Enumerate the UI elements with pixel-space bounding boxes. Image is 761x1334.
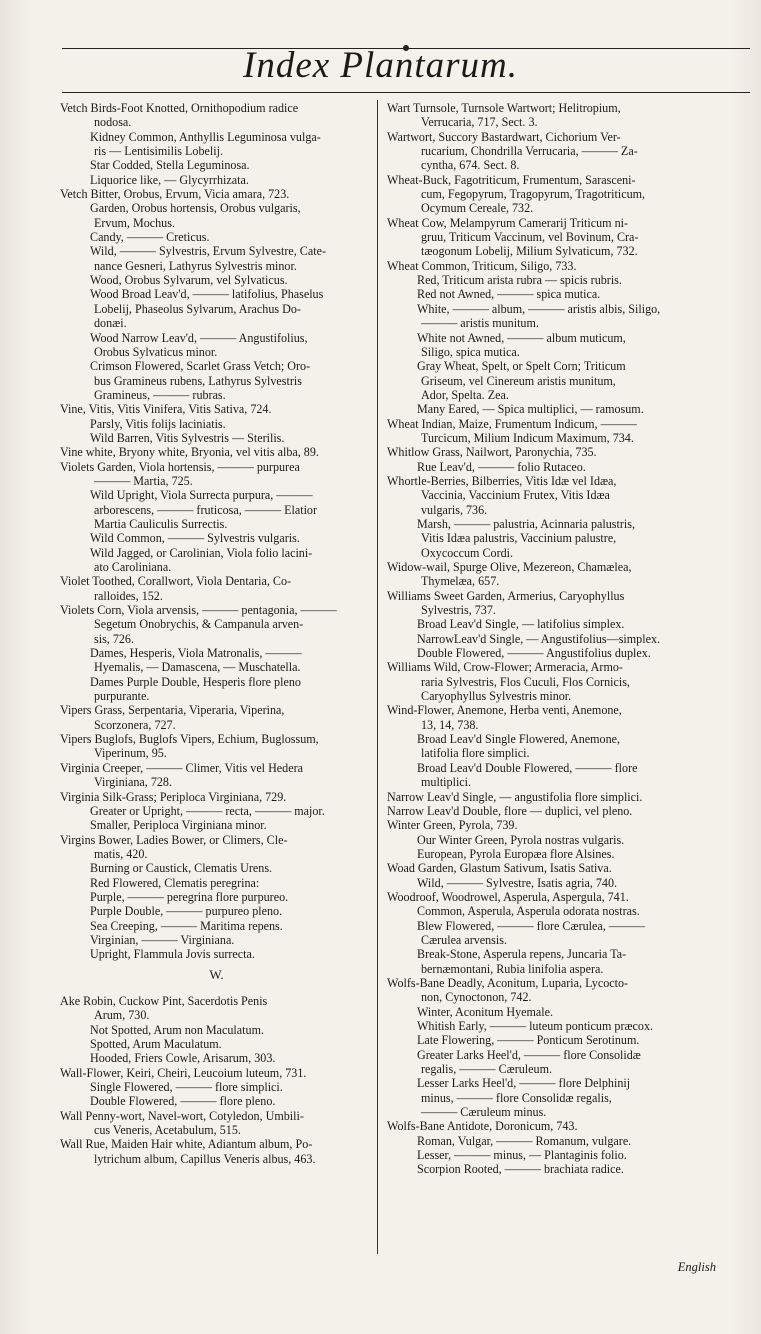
index-line: raria Sylvestris, Flos Cuculi, Flos Cornicis,: [421, 674, 630, 689]
index-line: Viperinum, 95.: [94, 746, 167, 761]
index-line: bus Gramineus rubens, Lathyrus Sylvestris: [94, 373, 302, 388]
index-line: Woodroof, Woodrowel, Asperula, Aspergula, 741.: [387, 889, 629, 904]
index-line: nance Gesneri, Lathyrus Sylvestris minor.: [94, 258, 297, 273]
index-line: Smaller, Periploca Virginiana minor.: [90, 818, 267, 833]
index-line: 13, 14, 738.: [421, 717, 479, 732]
index-line: Orobus Sylvaticus minor.: [94, 344, 218, 359]
index-line: Wood, Orobus Sylvarum, vel Sylvaticus.: [90, 273, 288, 288]
index-line: cum, Fegopyrum, Tragopyrum, Tragotriticum,: [421, 187, 646, 202]
index-line: Violets Garden, Viola hortensis, ——— purpurea: [60, 459, 300, 474]
index-line: Narrow Leav'd Single, — angustifolia flore simplici.: [387, 789, 643, 804]
index-line: Wild, ——— Sylvestris, Ervum Sylvestre, Cate-: [90, 244, 326, 259]
index-line: Vine, Vitis, Vitis Vinifera, Vitis Sativa, 724.: [60, 402, 272, 417]
index-line: Wood Narrow Leav'd, ——— Angustifolius,: [90, 330, 308, 345]
index-line: Vipers Grass, Serpentaria, Viperaria, Viperina,: [60, 703, 285, 718]
index-line: ato Caroliniana.: [94, 560, 172, 574]
index-line: cyntha, 674. Sect. 8.: [421, 158, 520, 173]
index-line: Wood Broad Leav'd, ——— latifolius, Phaselus: [90, 287, 324, 302]
index-line: arborescens, ——— fruticosa, ——— Elatior: [94, 502, 318, 517]
index-line: Wall-Flower, Keiri, Cheiri, Leucoium luteum, 731.: [60, 1065, 307, 1080]
index-line: Ake Robin, Cuckow Pint, Sacerdotis Penis: [60, 993, 268, 1008]
index-line: Blew Flowered, ——— flore Cærulea, ———: [417, 918, 646, 933]
index-line: Purple, ——— peregrina flore purpureo.: [90, 889, 289, 904]
index-line: gruu, Triticum Vaccinum, vel Bovinum, Cra-: [421, 230, 639, 245]
index-line: Wild, ——— Sylvestre, Isatis agria, 740.: [417, 875, 618, 890]
index-line: Wild Barren, Vitis Sylvestris — Sterilis.: [90, 430, 285, 445]
index-line: nodosa.: [94, 115, 132, 130]
index-line: Ervum, Mochus.: [94, 215, 175, 230]
index-line: Virginian, ——— Virginiana.: [90, 932, 235, 947]
index-line: Ocymum Cereale, 732.: [421, 201, 534, 216]
index-line: Virginia Creeper, ——— Climer, Vitis vel Hedera: [60, 760, 303, 775]
index-line: Hooded, Friers Cowle, Arisarum, 303.: [90, 1051, 276, 1066]
catchword: English: [677, 1260, 716, 1274]
index-line: Double Flowered, ——— flore pleno.: [90, 1094, 276, 1109]
index-line: Vine white, Bryony white, Bryonia, vel vitis alba, 89.: [60, 445, 319, 460]
index-line: W.: [209, 966, 224, 982]
index-line: Virginiana, 728.: [94, 775, 172, 790]
index-line: Vipers Buglofs, Buglofs Vipers, Echium, Buglossum,: [60, 732, 319, 747]
index-line: White not Awned, ——— album muticum,: [417, 330, 626, 345]
index-line: Parsly, Vitis folijs laciniatis.: [90, 416, 226, 431]
index-line: Wheat-Buck, Fagotriticum, Frumentum, Sarasceni-: [387, 172, 636, 187]
index-line: Hyemalis, — Damascena, — Muschatella.: [94, 660, 301, 675]
index-line: lytrichum album, Capillus Veneris albus, 463.: [94, 1151, 316, 1166]
index-line: Wild Jagged, or Carolinian, Viola folio lacini-: [90, 545, 313, 560]
index-line: Not Spotted, Arum non Maculatum.: [90, 1022, 265, 1037]
index-line: non, Cynoctonon, 742.: [421, 990, 532, 1005]
index-line: Narrow Leav'd Double, flore — duplici, vel pleno.: [387, 803, 633, 818]
index-line: Gramineus, ——— rubras.: [94, 387, 226, 402]
index-line: Martia Cauliculis Surrectis.: [94, 516, 228, 531]
index-line: Turcicum, Milium Indicum Maximum, 734.: [421, 430, 634, 445]
index-line: NarrowLeav'd Single, — Angustifolius—simplex.: [417, 631, 661, 646]
index-line: Lobelij, Phaseolus Sylvarum, Arachus Do-: [94, 301, 301, 316]
index-line: Whitish Early, ——— luteum ponticum præcox.: [417, 1019, 654, 1033]
index-line: Winter Green, Pyrola, 739.: [387, 818, 518, 833]
index-line: regalis, ——— Cæruleum.: [421, 1062, 552, 1077]
index-line: ——— aristis munitum.: [421, 316, 539, 331]
page-title: Index Plantarum.: [243, 45, 518, 86]
left-column: [60, 101, 373, 1166]
index-line: Red, Triticum arista rubra — spicis rubris.: [417, 273, 622, 288]
index-line: Upright, Flammula Jovis surrecta.: [90, 947, 255, 962]
index-line: Greater Larks Heel'd, ——— flore Consolidæ: [417, 1047, 641, 1062]
index-line: Marsh, ——— palustria, Acinnaria palustris,: [417, 516, 635, 531]
index-line: cus Veneris, Acetabulum, 515.: [94, 1123, 241, 1138]
index-line: Whitlow Grass, Nailwort, Paronychia, 735.: [387, 445, 597, 460]
index-line: ralloides, 152.: [94, 588, 163, 603]
index-line: Violets Corn, Viola arvensis, ——— pentagonia, ———: [60, 603, 337, 618]
index-line: Red not Awned, ——— spica mutica.: [417, 287, 601, 302]
index-line: Sylvestris, 737.: [421, 603, 496, 618]
index-line: Scorpion Rooted, ——— brachiata radice.: [417, 1162, 624, 1177]
index-line: Vetch Birds-Foot Knotted, Ornithopodium radice: [60, 101, 299, 115]
index-line: Wart Turnsole, Turnsole Wartwort; Helitropium,: [387, 101, 621, 115]
index-line: Wall Penny-wort, Navel-wort, Cotyledon, Umbili-: [60, 1108, 304, 1123]
index-line: Cærulea arvensis.: [421, 932, 507, 947]
index-line: ——— Cæruleum minus.: [421, 1105, 547, 1120]
index-line: Kidney Common, Anthyllis Leguminosa vulga-: [90, 129, 321, 144]
index-line: Late Flowering, ——— Ponticum Serotinum.: [417, 1033, 640, 1048]
index-line: Wall Rue, Maiden Hair white, Adiantum album, Po-: [60, 1137, 313, 1152]
index-line: Common, Asperula, Asperula odorata nostras.: [417, 904, 640, 919]
index-line: Broad Leav'd Double Flowered, ——— flore: [417, 760, 638, 775]
index-line: ris — Lentisimilis Lobelij.: [94, 144, 223, 159]
index-line: Burning or Caustick, Clematis Urens.: [90, 861, 273, 876]
index-line: Wheat Common, Triticum, Siligo, 733.: [387, 258, 577, 273]
index-line: sis, 726.: [94, 631, 134, 646]
index-line: Wild Upright, Viola Surrecta purpura, ———: [90, 488, 313, 503]
index-line: matis, 420.: [94, 846, 148, 861]
index-line: multiplici.: [421, 775, 472, 790]
index-line: Rue Leav'd, ——— folio Rutaceo.: [417, 459, 586, 474]
index-line: Spotted, Arum Maculatum.: [90, 1037, 222, 1051]
index-line: Verrucaria, 717, Sect. 3.: [421, 115, 538, 130]
index-line: Vaccinia, Vaccinium Frutex, Vitis Idæa: [421, 488, 610, 503]
index-line: latifolia flore simplici.: [421, 746, 530, 761]
index-line: Wheat Cow, Melampyrum Camerarij Triticum ni-: [387, 215, 629, 230]
index-line: Williams Sweet Garden, Armerius, Caryophyllus: [387, 588, 625, 603]
index-line: Williams Wild, Crow-Flower; Armeracia, Armo-: [387, 660, 623, 675]
index-line: vulgaris, 736.: [421, 502, 488, 517]
index-line: Virgins Bower, Ladies Bower, or Climers, Cle-: [60, 832, 288, 847]
index-line: Gray Wheat, Spelt, or Spelt Corn; Triticum: [417, 359, 626, 374]
index-line: Roman, Vulgar, ——— Romanum, vulgare.: [417, 1133, 632, 1148]
index-line: Oxycoccum Cordi.: [421, 545, 514, 560]
index-line: purpurante.: [94, 689, 150, 704]
index-line: rucarium, Chondrilla Verrucaria, ——— Za-: [421, 144, 638, 159]
index-line: Arum, 730.: [94, 1008, 150, 1023]
index-line: Segetum Onobrychis, & Campanula arven-: [94, 617, 304, 632]
index-line: Greater or Upright, ——— recta, ——— major.: [90, 803, 325, 818]
index-line: Candy, ——— Creticus.: [90, 230, 210, 245]
index-line: Wheat Indian, Maize, Frumentum Indicum, ———: [387, 416, 637, 431]
index-line: Dames Purple Double, Hesperis flore pleno: [90, 674, 301, 689]
index-line: Our Winter Green, Pyrola nostras vulgaris.: [417, 832, 625, 847]
index-line: minus, ——— flore Consolidæ regalis,: [421, 1090, 612, 1105]
index-line: Virginia Silk-Grass; Periploca Virginiana, 729.: [60, 789, 287, 804]
index-line: Winter, Aconitum Hyemale.: [417, 1004, 554, 1019]
right-column: [387, 101, 702, 1177]
index-line: Crimson Flowered, Scarlet Grass Vetch; Oro-: [90, 359, 311, 374]
index-line: Widow-wail, Spurge Olive, Mezereon, Chamælea,: [387, 560, 632, 574]
index-line: Single Flowered, ——— flore simplici.: [90, 1080, 283, 1095]
index-line: Double Flowered, ——— Angustifolius duplex.: [417, 646, 651, 661]
index-line: Vitis Idæa palustris, Vaccinium palustre,: [421, 531, 617, 546]
index-line: Wolfs-Bane Deadly, Aconitum, Luparia, Lycocto-: [387, 975, 629, 990]
index-line: Liquorice like, — Glycyrrhizata.: [90, 172, 249, 187]
index-line: Ador, Spelta. Zea.: [421, 387, 509, 402]
index-line: Purple Double, ——— purpureo pleno.: [90, 904, 283, 919]
index-line: Dames, Hesperis, Viola Matronalis, ———: [90, 646, 302, 661]
column-divider: [377, 100, 378, 1254]
index-line: Wild Common, ——— Sylvestris vulgaris.: [90, 531, 300, 546]
index-line: Sea Creeping, ——— Maritima repens.: [90, 918, 283, 933]
index-line: Break-Stone, Asperula repens, Juncaria Ta-: [417, 947, 627, 962]
title-rule: [62, 92, 750, 93]
index-line: Star Codded, Stella Leguminosa.: [90, 158, 250, 173]
index-line: Broad Leav'd Single, — latifolius simplex.: [417, 617, 625, 632]
index-line: donæi.: [94, 316, 127, 331]
index-line: Caryophyllus Sylvestris minor.: [421, 689, 572, 704]
index-line: Whortle-Berries, Bilberries, Vitis Idæ vel Idæa,: [387, 473, 617, 488]
index-line: bernæmontani, Rubia linifolia aspera.: [421, 961, 604, 976]
index-line: Griseum, vel Cinereum aristis munitum,: [421, 373, 616, 388]
index-line: Vetch Bitter, Orobus, Ervum, Vicia amara, 723.: [60, 187, 290, 202]
index-line: European, Pyrola Europæa flore Alsines.: [417, 846, 615, 861]
index-line: Many Eared, — Spica multiplici, — ramosum.: [417, 402, 644, 417]
index-line: White, ——— album, ——— aristis albis, Siligo,: [417, 301, 661, 316]
index-line: Broad Leav'd Single Flowered, Anemone,: [417, 732, 621, 747]
index-line: tæogonum Lobelij, Milium Sylvaticum, 732.: [421, 244, 638, 259]
index-line: Wolfs-Bane Antidote, Doronicum, 743.: [387, 1119, 578, 1134]
index-line: Red Flowered, Clematis peregrina:: [90, 875, 260, 890]
index-line: Garden, Orobus hortensis, Orobus vulgaris,: [90, 201, 301, 216]
index-line: Wind-Flower, Anemone, Herba venti, Anemone,: [387, 703, 622, 718]
index-line: Siligo, spica mutica.: [421, 344, 520, 359]
index-line: Violet Toothed, Corallwort, Viola Dentaria, Co-: [60, 574, 292, 589]
index-line: Lesser, ——— minus, — Plantaginis folio.: [417, 1148, 627, 1163]
index-line: Lesser Larks Heel'd, ——— flore Delphinij: [417, 1076, 631, 1091]
index-line: Scorzonera, 727.: [94, 717, 176, 732]
index-line: Woad Garden, Glastum Sativum, Isatis Sativa.: [387, 861, 612, 876]
index-line: ——— Martia, 725.: [94, 473, 193, 488]
index-line: Wartwort, Succory Bastardwart, Cichorium Ver-: [387, 129, 621, 144]
index-line: Thymelæa, 657.: [421, 574, 500, 589]
